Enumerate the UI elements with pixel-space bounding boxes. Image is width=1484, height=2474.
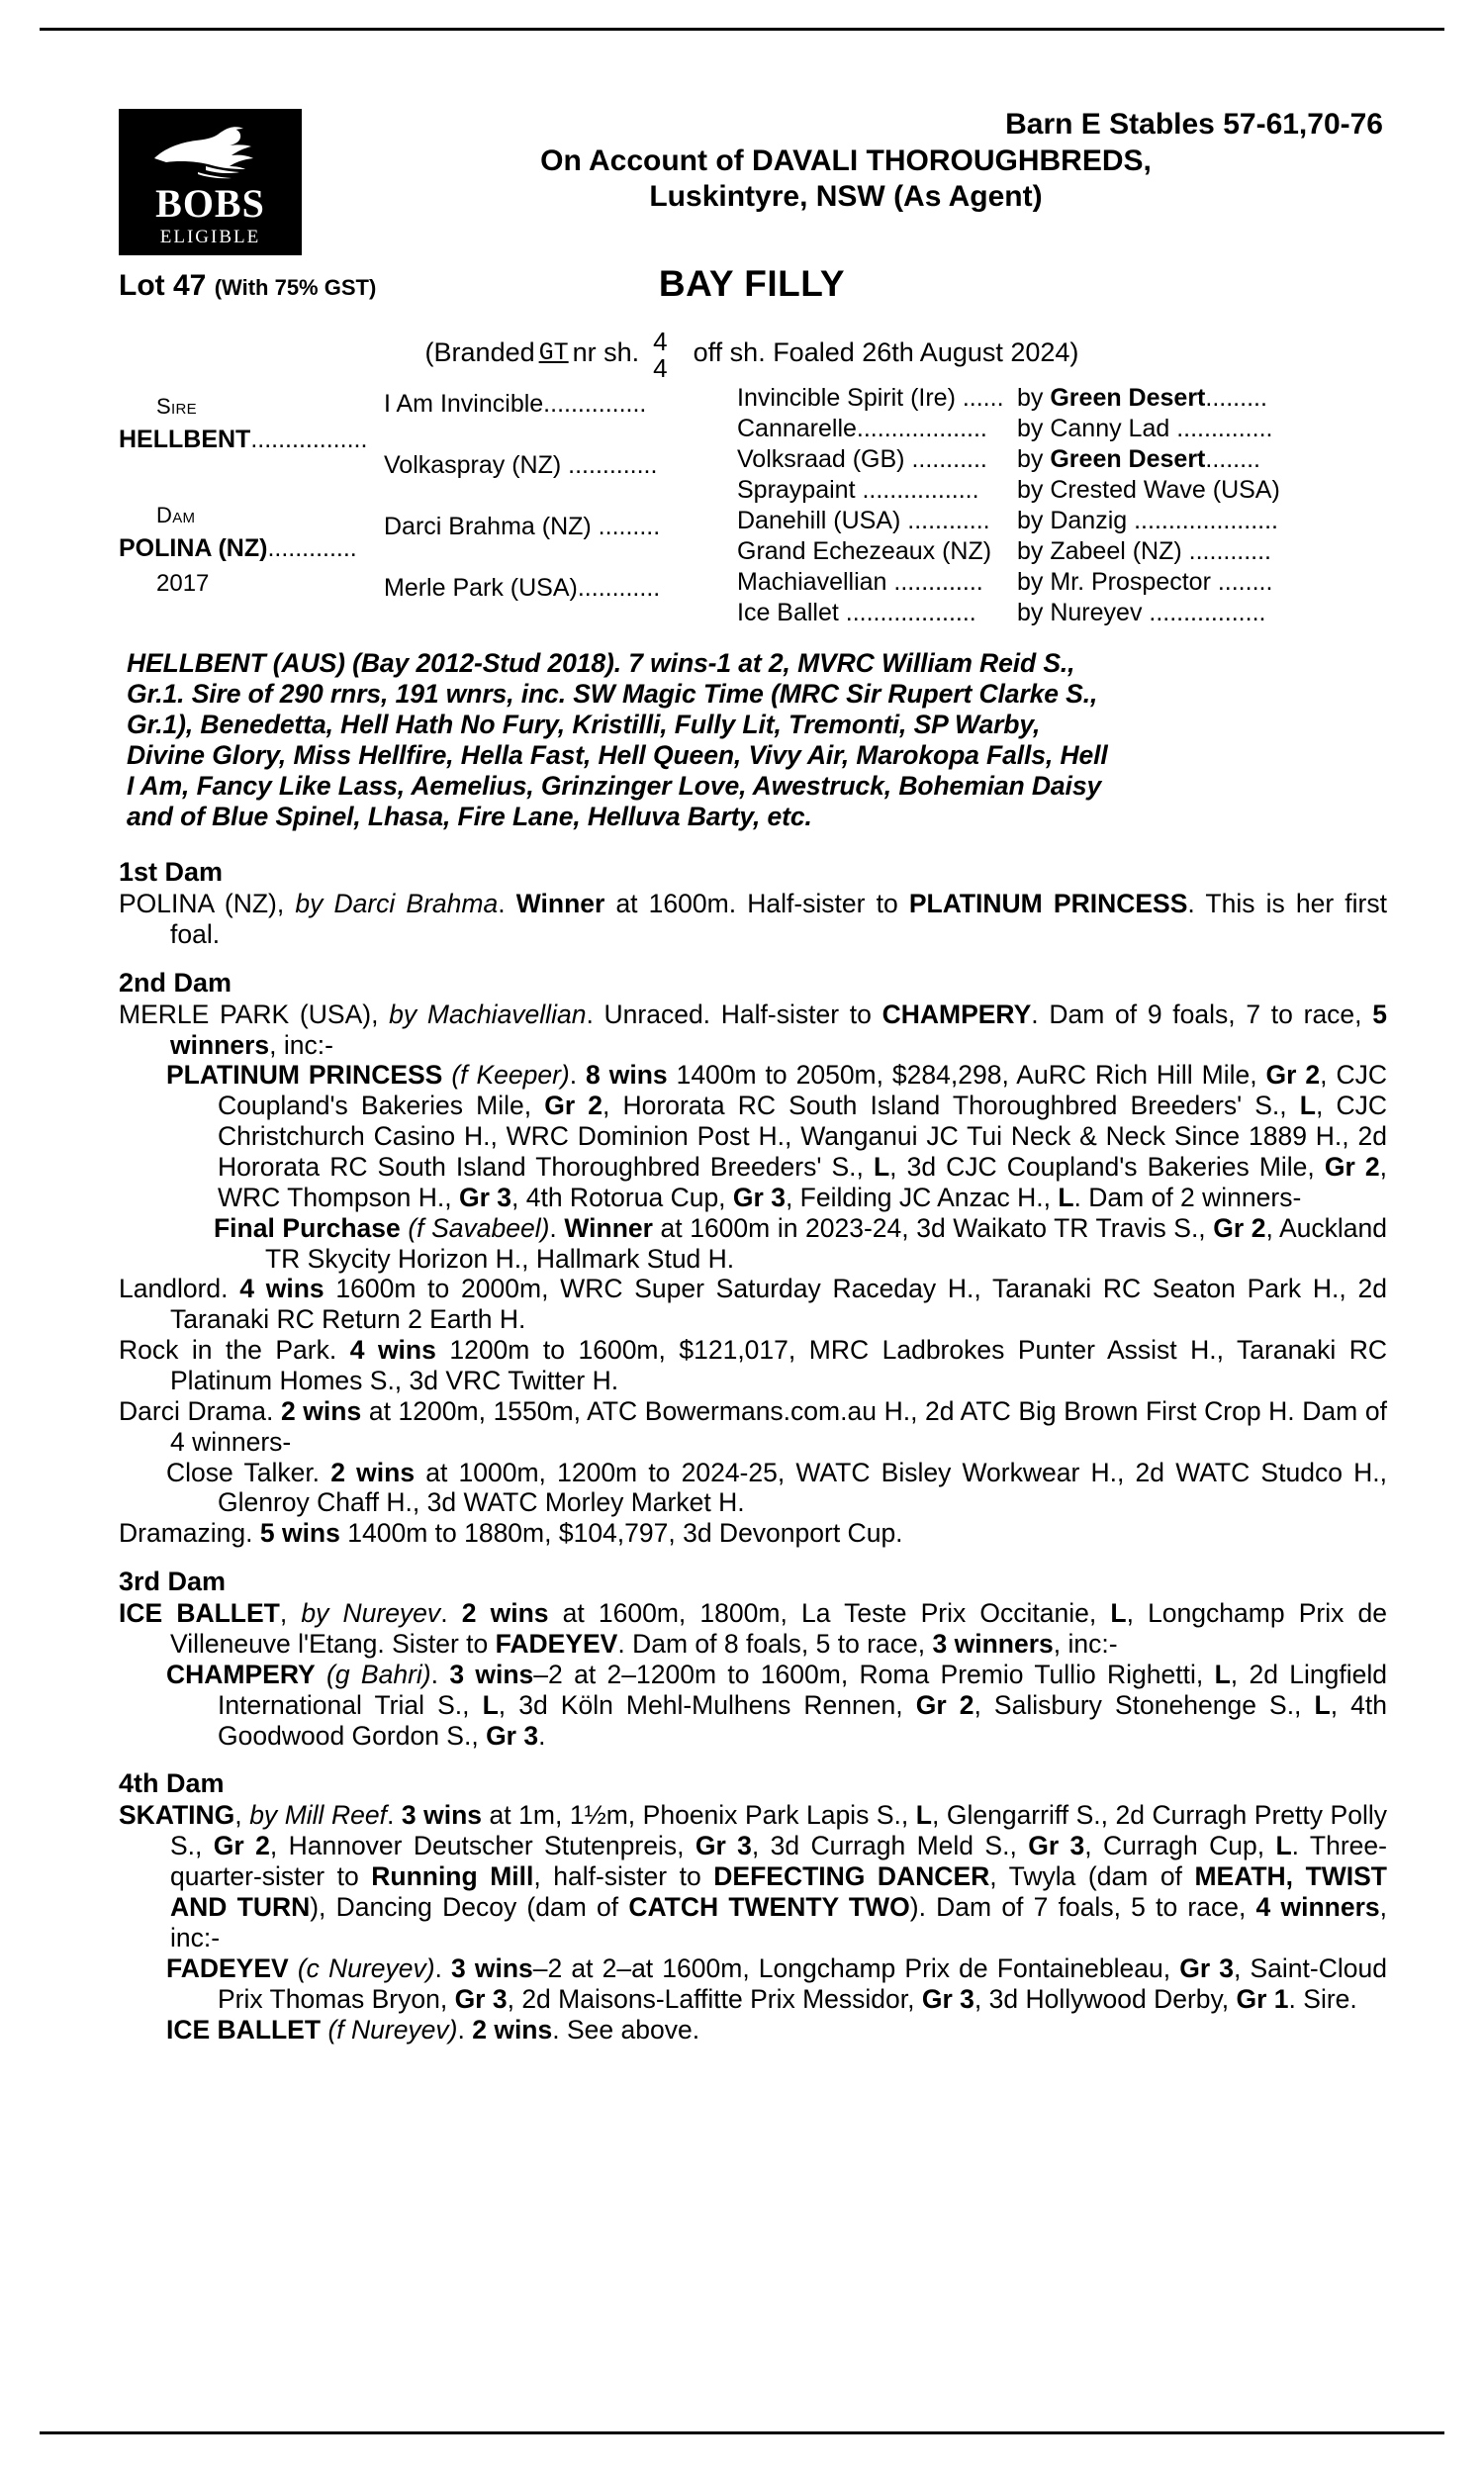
sire-summary-line: I Am, Fancy Like Lass, Aemelius, Grinzinger Love, Awestruck, Bohemian Daisy (127, 771, 1102, 801)
brand-inline-group (424, 327, 1079, 383)
pedigree-entry: FADEYEV (c Nureyev). 3 wins–2 at 2–at 1600m, Longchamp Prix de Fontainebleau, Gr 3, Saint-Cloud Prix Thomas Bryon, Gr 3, 2d Maisons-Laffitte Prix Messidor, Gr 3, 3d Hollywood Derby, Gr 1. Sire. (166, 1952, 1387, 2014)
page-header (119, 99, 1385, 257)
pedigree-entry: SKATING, by Mill Reef. 3 wins at 1m, 1½m, Phoenix Park Lapis S., L, Glengarriff S., 2d Curragh Pretty Polly S., Gr 2, Hannover Deutscher Stutenpreis, Gr 3, 3d Curragh Meld S., Gr 3, Curragh Cup, L. Three-quarter-sister to Running Mill, half-sister to DEFECTING DANCER, Twyla (dam of MEATH, TWIST AND TURN), Dancing Decoy (dam of CATCH TWENTY TWO). Dam of 7 foals, 5 to race, 4 winners, inc:- (119, 1800, 1388, 1952)
dam-generation-heading: 3rd Dam (119, 1567, 227, 1597)
brand-line (119, 327, 1385, 383)
brand-prefix: (Branded (424, 337, 535, 368)
brand-number-stack (653, 329, 667, 381)
fourth-gen-5: by Danzig ..................... (1017, 507, 1278, 534)
horse-head-icon (146, 123, 275, 182)
pedigree-entry: CHAMPERY (g Bahri). 3 wins–2 at 2–1200m to 1600m, Roma Premio Tullio Righetti, L, 2d Lingfield International Trial S., L, 3d Köln Mehl-Mulhens Rennen, Gr 2, Salisbury Stonehenge S., L, 4th Goodwood Gordon S., Gr 3. (166, 1659, 1387, 1751)
third-gen-5: Danehill (USA) ............ (737, 507, 990, 534)
pedigree-table (119, 382, 1390, 629)
pedigree-grandparents-column (384, 382, 671, 629)
fourth-gen-3: by Green Desert........ (1017, 445, 1260, 473)
dam-caption: Dam (156, 503, 196, 527)
sex-and-colour: BAY FILLY (658, 263, 846, 304)
sire-name-text: HELLBENT (119, 426, 251, 453)
sire-summary-line: Gr.1), Benedetta, Hell Hath No Fury, Kristilli, Fully Lit, Tremonti, SP Warby, (127, 710, 1041, 739)
third-gen-6: Grand Echezeaux (NZ) (737, 537, 992, 565)
fourth-gen-8: by Nureyev ................. (1017, 599, 1266, 626)
sire-summary-line: and of Blue Spinel, Lhasa, Fire Lane, Helluva Barty, etc. (127, 802, 812, 831)
brand-near-side: nr sh. (572, 337, 640, 368)
brand-number-bottom: 4 (653, 352, 668, 383)
dam-foaling-year: 2017 (156, 570, 210, 597)
third-gen-2: Cannarelle................... (737, 415, 987, 442)
granddam-dam: Merle Park (USA)............ (384, 574, 661, 602)
dam-leader-dots: ............. (267, 534, 357, 562)
pedigree-entry: ICE BALLET, by Nureyev. 2 wins at 1600m, 1800m, La Teste Prix Occitanie, L, Longchamp Prix de Villeneuve l'Etang. Sister to FADEYEV. Dam of 8 foals, 5 to race, 3 winners, inc:- (119, 1598, 1387, 1660)
brand-number-top: 4 (653, 327, 668, 356)
sire-summary-line: HELLBENT (AUS) (Bay 2012-Stud 2018). 7 wins-1 at 2, MVRC William Reid S., (127, 648, 1075, 678)
pedigree-entry: Dramazing. 5 wins 1400m to 1880m, $104,797, 3d Devonport Cup. (119, 1518, 903, 1549)
fourth-gen-4: by Crested Wave (USA) (1017, 476, 1280, 504)
pedigree-entry: Rock in the Park. 4 wins 1200m to 1600m, $121,017, MRC Ladbrokes Punter Assist H., Taranaki RC Platinum Homes S., 3d VRC Twitter H. (119, 1335, 1387, 1396)
pedigree-entry: Darci Drama. 2 wins at 1200m, 1550m, ATC Bowermans.com.au H., 2d ATC Big Brown First Crop H. Dam of 4 winners- (119, 1395, 1387, 1457)
pedigree-entry: MERLE PARK (USA), by Machiavellian. Unraced. Half-sister to CHAMPERY. Dam of 9 foals, 7 to race, 5 winners, inc:- (119, 999, 1388, 1060)
account-line: On Account of DAVALI THOROUGHBREDS, (540, 143, 1152, 177)
brand-mark-glyph: GT (538, 338, 569, 368)
grandsire-sire: I Am Invincible............... (384, 390, 647, 418)
pedigree-parents-column (119, 382, 366, 629)
pedigree-entry: POLINA (NZ), by Darci Brahma. Winner at 1600m. Half-sister to PLATINUM PRINCESS. This is her first foal. (119, 889, 1387, 949)
bottom-rule (40, 2431, 1444, 2434)
sire-summary-line: Divine Glory, Miss Hellfire, Hella Fast, Hell Queen, Vivy Air, Marokopa Falls, Hell (127, 740, 1108, 770)
pedigree-entry: Close Talker. 2 wins at 1000m, 1200m to 2024-25, WATC Bisley Workwear H., 2d WATC Studco H., Glenroy Chaff H., 3d WATC Morley Market H. (166, 1457, 1387, 1518)
dam-generation-heading: 1st Dam (119, 857, 224, 887)
lot-number-text: Lot 47 (119, 269, 207, 302)
lot-gst-note: (With 75% GST) (214, 275, 377, 300)
barn-stables-line: Barn E Stables 57-61,70-76 (1005, 108, 1383, 141)
third-gen-4: Spraypaint ................. (737, 476, 979, 504)
third-gen-8: Ice Ballet ................... (737, 599, 976, 626)
granddam-sire: Volkaspray (NZ) ............. (384, 451, 658, 479)
lot-row (119, 263, 1385, 319)
sire-summary-paragraph (127, 648, 1387, 832)
logo-sub-text: ELIGIBLE (159, 227, 261, 247)
logo-brand-text: BOBS (155, 181, 265, 226)
bobs-eligible-logo (119, 109, 302, 255)
third-gen-1: Invincible Spirit (Ire) ...... (737, 384, 1004, 412)
pedigree-body (119, 857, 1387, 2045)
top-rule (40, 28, 1444, 31)
location-line: Luskintyre, NSW (As Agent) (649, 180, 1043, 214)
fourth-gen-6: by Zabeel (NZ) ............ (1017, 537, 1272, 565)
dam-generation-heading: 2nd Dam (119, 967, 232, 998)
brand-suffix: off sh. Foaled 26th August 2024) (693, 337, 1079, 368)
pedigree-entry: ICE BALLET (f Nureyev). 2 wins. See above. (166, 2014, 700, 2045)
dam-generation-heading: 4th Dam (119, 1768, 225, 1799)
pedigree-entry: Landlord. 4 wins 1600m to 2000m, WRC Super Saturday Raceday H., Taranaki RC Seaton Park H., 2d Taranaki RC Return 2 Earth H. (119, 1274, 1387, 1335)
sire-leader-dots: ................. (250, 426, 368, 453)
sire-caption: Sire (156, 394, 197, 419)
grandsire-dam: Darci Brahma (NZ) ......... (384, 513, 661, 540)
header-text-block (307, 107, 1385, 216)
sire-name (119, 426, 367, 454)
third-gen-3: Volksraad (GB) ........... (737, 445, 987, 473)
fourth-gen-1: by Green Desert......... (1017, 384, 1267, 412)
fourth-gen-2: by Canny Lad .............. (1017, 415, 1273, 442)
pedigree-fourth-generation-column (1017, 382, 1390, 629)
dam-name-text: POLINA (NZ) (119, 534, 268, 562)
third-gen-7: Machiavellian ............. (737, 568, 983, 596)
fourth-gen-7: by Mr. Prospector ........ (1017, 568, 1273, 596)
pedigree-entry: Final Purchase (f Savabeel). Winner at 1600m in 2023-24, 3d Waikato TR Travis S., Gr 2, Auckland TR Skycity Horizon H., Hallmark Stud H. (214, 1212, 1387, 1274)
pedigree-entry: PLATINUM PRINCESS (f Keeper). 8 wins 1400m to 2050m, $284,298, AuRC Rich Hill Mile, Gr 2, CJC Coupland's Bakeries Mile, Gr 2, Hororata RC South Island Thoroughbred Breeders' S., L, CJC Christchurch Casino H., WRC Dominion Post H., Wanganui JC Tui Neck & Neck Since 1889 H., 2d Hororata RC South Island Thoroughbred Breeders' S., L, 3d CJC Coupland's Bakeries Mile, Gr 2, WRC Thompson H., Gr 3, 4th Rotorua Cup, Gr 3, Feilding JC Anzac H., L. Dam of 2 winners- (166, 1060, 1388, 1212)
sire-summary-line: Gr.1. Sire of 290 rnrs, 191 wnrs, inc. SW Magic Time (MRC Sir Rupert Clarke S., (127, 679, 1098, 709)
dam-name (119, 534, 357, 563)
pedigree-third-generation-column (737, 382, 1019, 629)
